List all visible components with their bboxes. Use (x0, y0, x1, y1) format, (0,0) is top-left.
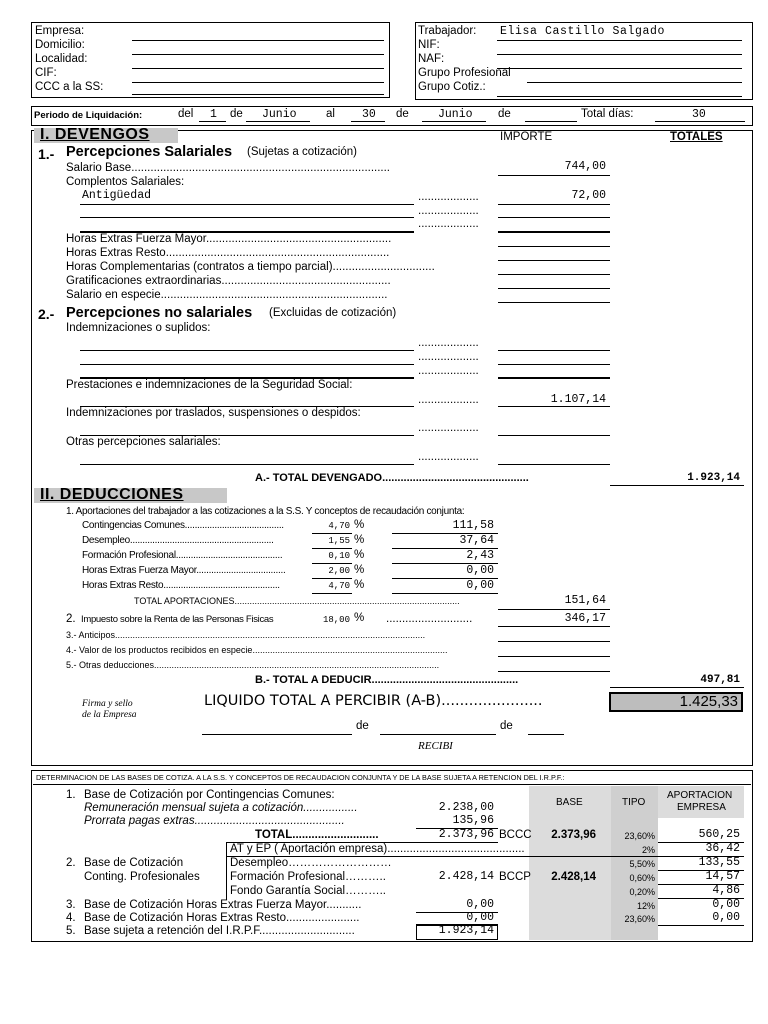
prof-label-1: Base de Cotización (84, 857, 184, 869)
aportacion-label: Horas Extras Resto............................................... (82, 580, 280, 591)
indem-dots-2: ................... (418, 351, 479, 363)
her-tipo[interactable]: 23,60% (624, 914, 655, 924)
prestaciones-label: Prestaciones e indemnizaciones de la Seguridad Social: (66, 379, 353, 391)
her-aport-line (658, 925, 744, 926)
aportaciones-label: 1. Aportaciones del trabajador a las cotizaciones a la S.S. Y conceptos de recaudación conjunta: (66, 506, 465, 517)
periodo-de3: de (498, 108, 511, 120)
rem-value[interactable]: 2.238,00 (438, 801, 494, 814)
recibi-label: RECIBI (418, 740, 453, 752)
bccp-label: BCCP (499, 871, 531, 883)
naf-label: NAF: (418, 53, 445, 65)
empresa-field[interactable] (132, 40, 384, 41)
horas-resto-label: Horas Extras Resto...................................................................... (66, 247, 390, 259)
indem-imp-line-3[interactable] (498, 377, 610, 379)
atep-tipo[interactable]: 2% (641, 845, 655, 855)
aportacion-importe[interactable]: 0,00 (466, 579, 494, 592)
nif-label: NIF: (418, 39, 440, 51)
irpf-pct-sign: % (354, 612, 365, 624)
traslados-dots: ................... (418, 422, 479, 434)
bccc-label: BCCC (499, 829, 532, 841)
complementos-label: Complentos Salariales: (66, 176, 185, 188)
complemento-dots-2: ................... (418, 205, 479, 217)
total-devengado-value[interactable]: 1.923,14 (687, 472, 740, 484)
aportacion-label: Formación Profesional........................................... (82, 550, 283, 561)
cc-tipo[interactable]: 23,60% (624, 831, 655, 841)
complemento-nombre[interactable]: Antigüedad (82, 189, 152, 202)
total-devengado-label: A.- TOTAL DEVENGADO................................................ (255, 472, 529, 484)
prof-label-2: Conting. Profesionales (84, 871, 200, 883)
trabajador-field (497, 40, 742, 41)
aportacion-pct[interactable]: 0,10 (328, 551, 350, 561)
complemento-line-2[interactable] (80, 217, 414, 218)
no-salariales-sub: (Excluidas de cotización) (269, 307, 397, 319)
periodo-dia-inicio[interactable]: 1 (210, 108, 217, 121)
total-aportaciones-label: TOTAL APORTACIONES.......................................................................................... (134, 596, 460, 606)
her-num: 4. (66, 912, 76, 924)
cc-aport[interactable]: 560,25 (698, 828, 740, 841)
aportacion-pct-line (312, 578, 352, 579)
mes-inicio-line (246, 121, 310, 122)
aportacion-pct[interactable]: 4,70 (328, 521, 350, 531)
salario-base-line (498, 175, 610, 176)
indemnizaciones-label: Indemnizaciones o suplidos: (66, 322, 211, 334)
especie-label: Salario en especie....................................................................... (66, 289, 388, 301)
devengos-title: I. DEVENGOS (34, 128, 178, 143)
localidad-label: Localidad: (35, 53, 88, 65)
otras-dots: ................... (418, 451, 479, 463)
cc-num: 1. (66, 789, 76, 801)
fecha-de-b: de (500, 720, 513, 732)
total-bases-label: TOTAL........................... (255, 829, 379, 841)
bases-title: DETERMINACION DE LAS BASES DE COTIZA. A LA S.S. Y CONCEPTOS DE RECAUDACION CONJUNTA Y DE LA BASE SUJETA A RETENCION DEL I.R.P.F.: (36, 773, 565, 782)
salariales-num: 1.- (38, 146, 55, 162)
aportacion-pct[interactable]: 2,00 (328, 566, 350, 576)
fogasa-aport[interactable]: 4,86 (712, 884, 740, 897)
no-salariales-num: 2.- (38, 306, 55, 322)
periodo-de1: de (230, 108, 243, 120)
total-devengado-line (610, 485, 744, 486)
aportacion-pct-line (312, 593, 352, 594)
fogasa-tipo[interactable]: 0,20% (629, 887, 655, 897)
hefm-num: 3. (66, 899, 76, 911)
total-dias-label: Total días: (581, 108, 634, 120)
periodo-del: del (178, 108, 194, 120)
fecha-de-a: de (356, 720, 369, 732)
horas-fm-label: Horas Extras Fuerza Mayor.......................................................... (66, 233, 392, 245)
aportacion-importe-line (392, 593, 498, 594)
irpf-pct[interactable]: 18,00 (322, 615, 350, 625)
total-deducir-value[interactable]: 497,81 (700, 674, 740, 686)
irpf-imp-line (498, 626, 610, 627)
hefm-value[interactable]: 0,00 (466, 898, 494, 911)
otras-label: Otras percepciones salariales: (66, 436, 221, 448)
complemento-importe[interactable]: 72,00 (571, 189, 606, 202)
periodo-al: al (326, 108, 335, 120)
indem-line-2[interactable] (80, 364, 414, 365)
irpf-base-label: Base sujeta a retención del I.R.P.F.............................. (84, 925, 355, 937)
aportacion-pct-sign: % (354, 579, 365, 591)
rem-label: Remuneración mensual sujeta a cotización................. (84, 802, 358, 814)
ccc-label: CCC a la SS: (35, 81, 104, 93)
desempleo-tipo[interactable]: 5,50% (629, 859, 655, 869)
periodo-label: Periodo de Liquidación: (34, 110, 143, 121)
indem-imp-line-2[interactable] (498, 364, 610, 365)
aportacion-pct-sign: % (354, 564, 365, 576)
complemento-dots-3: ................... (418, 218, 479, 230)
atep-aport[interactable]: 36,42 (705, 842, 740, 855)
prestaciones-imp-line (498, 406, 610, 407)
aportacion-importe[interactable]: 37,64 (459, 534, 494, 547)
anio-line[interactable] (525, 121, 577, 122)
desempleo-bases-label: Desempleo……………………… (230, 857, 392, 869)
periodo-mes-fin[interactable]: Junio (438, 108, 473, 121)
traslados-label: Indemnizaciones por traslados, suspensiones o despidos: (66, 407, 361, 419)
salario-base-value[interactable]: 744,00 (564, 160, 606, 173)
domicilio-field[interactable] (132, 54, 384, 55)
otras-imp-line[interactable] (498, 464, 610, 465)
especie-line[interactable] (498, 302, 610, 303)
indem-imp-line-1[interactable] (498, 350, 610, 351)
aportacion-pct-sign: % (354, 519, 365, 531)
cif-label: CIF: (35, 67, 57, 79)
cif-field[interactable] (132, 82, 384, 83)
fecha-mes-line[interactable] (380, 734, 496, 735)
nomina-main-box (31, 130, 753, 766)
fecha-lugar-line[interactable] (202, 734, 352, 735)
domicilio-label: Domicilio: (35, 39, 85, 51)
localidad-field[interactable] (132, 68, 384, 69)
bases-title-underline (33, 784, 751, 785)
periodo-de2: de (396, 108, 409, 120)
bases-header-aport-2: EMPRESA (677, 802, 726, 813)
irpf-base-value[interactable]: 1.923,14 (438, 924, 494, 937)
complemento-dots-1: ................... (418, 191, 479, 203)
aportacion-label: Desempleo.......................................................... (82, 535, 274, 546)
grupo-profesional-field[interactable] (527, 82, 742, 83)
aportacion-importe[interactable]: 2,43 (466, 549, 494, 562)
periodo-dia-fin[interactable]: 30 (362, 108, 376, 121)
desempleo-aport[interactable]: 133,55 (698, 856, 740, 869)
aportacion-importe[interactable]: 111,58 (452, 519, 494, 532)
aportacion-pct-sign: % (354, 534, 365, 546)
salario-base-label: Salario Base................................................................................. (66, 162, 391, 174)
trabajador-label: Trabajador: (418, 25, 477, 37)
fp-bases-label: Formación Profesional……….. (230, 871, 386, 883)
total-aportaciones-value[interactable]: 151,64 (564, 594, 606, 607)
grupo-profesional-label: Grupo Profesional (418, 67, 511, 79)
aportacion-label: Contingencias Comunes........................................ (82, 520, 284, 531)
no-salariales-title: Percepciones no salariales (66, 305, 253, 321)
total-deducir-label: B.- TOTAL A DEDUCIR................................................ (255, 674, 519, 686)
irpf-dots: ........................... (386, 613, 473, 625)
otras-line[interactable] (80, 464, 414, 465)
horas-resto-line[interactable] (498, 260, 610, 261)
periodo-mes-inicio[interactable]: Junio (262, 108, 297, 121)
grupo-cotiz-field[interactable] (497, 96, 742, 97)
indem-dots-1: ................... (418, 337, 479, 349)
prestaciones-dots: ................... (418, 394, 479, 406)
ccc-field[interactable] (132, 94, 384, 95)
total-dias[interactable]: 30 (692, 108, 706, 121)
especie-ded-label: 4.- Valor de los productos recibidos en especie.............................................................................. (66, 645, 448, 655)
her-aport[interactable]: 0,00 (712, 911, 740, 924)
especie-ded-line[interactable] (498, 656, 610, 657)
bases-header-tipo: TIPO (622, 797, 646, 808)
firma-label-2: de la Empresa (82, 710, 137, 720)
complemento-imp-line-3[interactable] (498, 231, 610, 233)
empresa-label: Empresa: (35, 25, 85, 37)
bases-header-aport-1: APORTACION (667, 790, 733, 801)
fp-tipo[interactable]: 0,60% (629, 873, 655, 883)
otras-ded-line[interactable] (498, 671, 610, 672)
anticipos-label: 3.- Anticipos............................................................................................................................ (66, 630, 426, 640)
hefm-tipo[interactable]: 12% (636, 901, 655, 911)
total-dias-line (655, 121, 745, 122)
aportacion-pct-sign: % (354, 549, 365, 561)
totales-header: TOTALES (670, 131, 723, 143)
her-label: Base de Cotización Horas Extras Resto....................... (84, 912, 360, 924)
irpf-base-num: 5. (66, 925, 76, 937)
horas-fm-line[interactable] (498, 246, 610, 247)
aportacion-pct-line (312, 533, 352, 534)
naf-field[interactable] (497, 68, 742, 69)
irpf-importe[interactable]: 346,17 (564, 612, 606, 625)
importe-header: IMPORTE (500, 131, 553, 143)
hefm-label: Base de Cotización Horas Extras Fuerza Mayor........... (84, 899, 362, 911)
mes-fin-line (422, 121, 486, 122)
irpf-base-box (416, 924, 498, 940)
gratificaciones-label: Gratificaciones extraordinarias..................................................... (66, 275, 391, 287)
dia-fin-line (351, 121, 385, 122)
bccp-base-value[interactable]: 2.428,14 (438, 870, 494, 883)
prorrata-value[interactable]: 135,96 (452, 814, 494, 827)
traslados-imp-line[interactable] (498, 435, 610, 436)
her-value[interactable]: 0,00 (466, 911, 494, 924)
prorrata-label: Prorrata pagas extras............................................... (84, 815, 345, 827)
firma-label: Firma y sello (82, 699, 133, 709)
grupo-cotiz-label: Grupo Cotiz.: (418, 81, 486, 93)
aportacion-label: Horas Extras Fuerza Mayor.................................... (82, 565, 286, 576)
fogasa-label: Fondo Garantía Social……….. (230, 885, 386, 897)
prof-num: 2. (66, 857, 76, 869)
atep-label: AT y EP ( Aportación empresa)........................................... (230, 843, 525, 855)
bccp-value[interactable]: 2.428,14 (551, 871, 596, 883)
otras-ded-label: 5.- Otras deducciones.................................................................................................................. (66, 660, 440, 670)
bases-header-base: BASE (556, 797, 583, 808)
deducciones-title: II. DEDUCCIONES (34, 488, 227, 503)
complemento-line-1 (80, 204, 414, 205)
fecha-anio-line[interactable] (528, 734, 564, 735)
aportacion-pct[interactable]: 4,70 (328, 581, 350, 591)
irpf-num: 2. (66, 613, 76, 625)
bccc-value[interactable]: 2.373,96 (551, 829, 596, 841)
liquido-label: LIQUIDO TOTAL A PERCIBIR (A-B)...................... (204, 693, 543, 709)
aportacion-pct-line (312, 548, 352, 549)
prestaciones-importe[interactable]: 1.107,14 (550, 393, 606, 406)
indem-dots-3: ................... (418, 365, 479, 377)
gratificaciones-line[interactable] (498, 288, 610, 289)
salariales-title: Percepciones Salariales (66, 144, 233, 160)
indem-line-1[interactable] (80, 350, 414, 351)
hefm-aport[interactable]: 0,00 (712, 898, 740, 911)
dia-inicio-line (199, 121, 226, 122)
bases-shade-base (529, 786, 611, 940)
horas-comp-label: Horas Complementarias (contratos a tiempo parcial)................................ (66, 261, 435, 273)
total-deducir-line (610, 687, 744, 688)
total-aportaciones-line (498, 609, 610, 610)
aportacion-pct[interactable]: 1,55 (328, 536, 350, 546)
horas-comp-line[interactable] (498, 274, 610, 275)
nif-field[interactable] (497, 54, 742, 55)
total-bases-value[interactable]: 2.373,96 (438, 828, 494, 841)
irpf-label: Impuesto sobre la Renta de las Personas Fisicas (81, 614, 274, 625)
salariales-sub: (Sujetas a cotización) (247, 146, 357, 158)
trabajador-nombre[interactable]: Elisa Castillo Salgado (500, 25, 666, 38)
cc-label: Base de Cotización por Contingencias Comunes: (84, 789, 335, 801)
aportacion-importe[interactable]: 0,00 (466, 564, 494, 577)
anticipos-line[interactable] (498, 641, 610, 642)
complemento-imp-line-1 (498, 204, 610, 205)
complemento-imp-line-2[interactable] (498, 217, 610, 218)
liquido-valor[interactable]: 1.425,33 (679, 693, 738, 710)
fp-aport[interactable]: 14,57 (705, 870, 740, 883)
aportacion-pct-line (312, 563, 352, 564)
